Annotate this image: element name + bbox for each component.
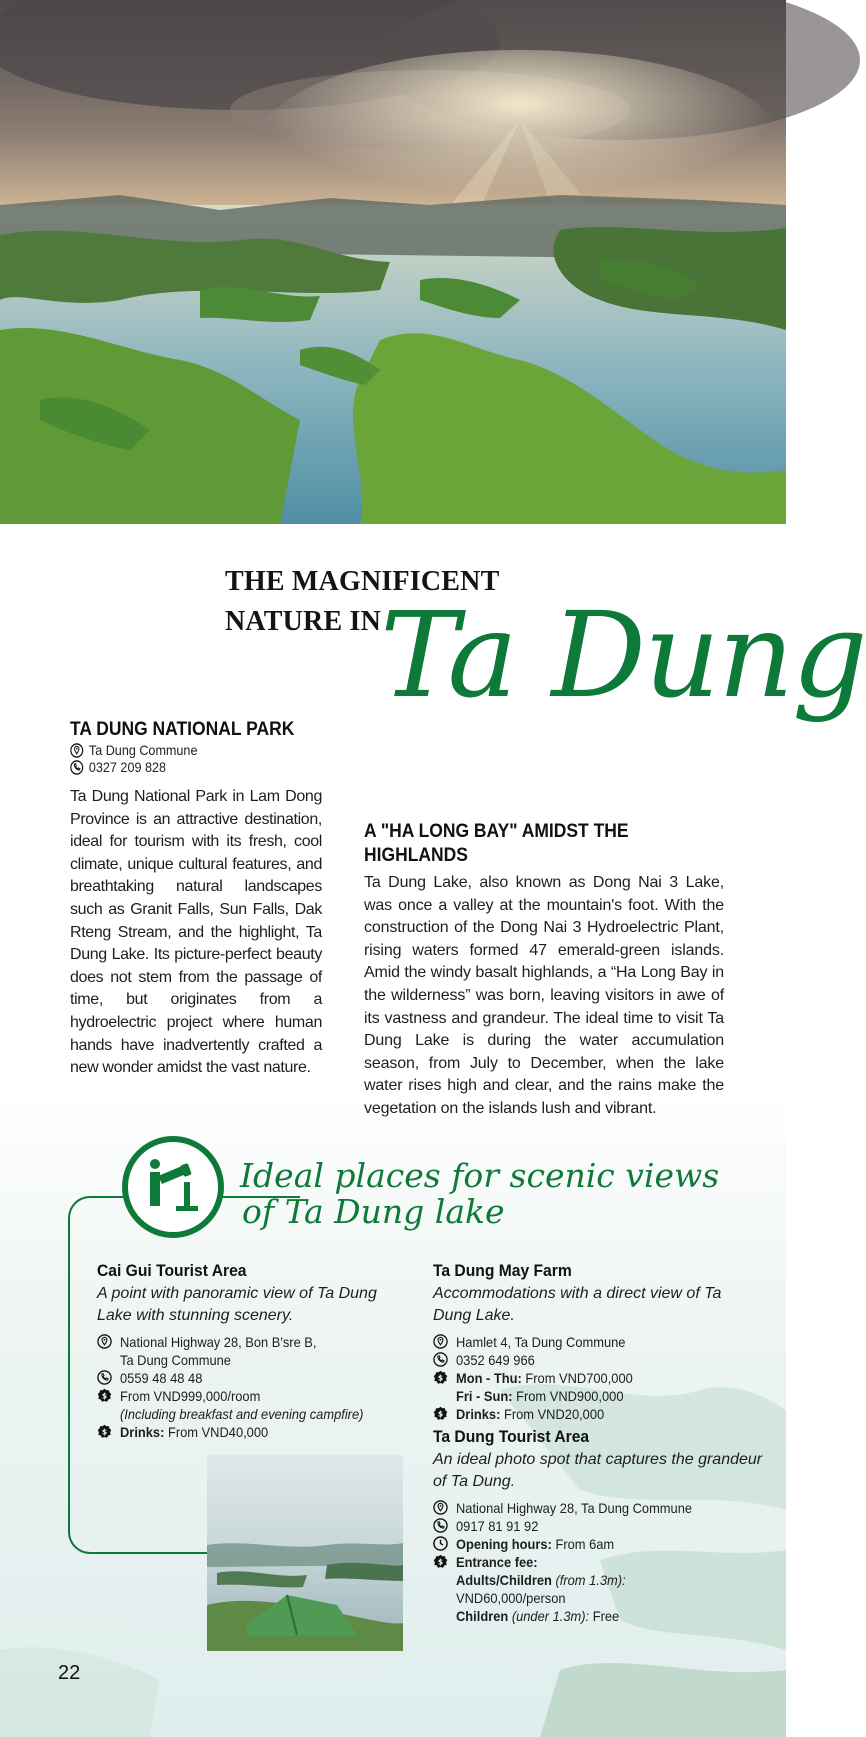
clock-icon (433, 1536, 448, 1551)
phone-icon (70, 760, 84, 775)
svg-text:$: $ (437, 1557, 444, 1567)
may-farm-drinks (433, 1405, 763, 1423)
headline-script-title: Ta Dung (380, 586, 866, 724)
cai-gui-phone-text: 0559 48 48 48 (120, 1370, 203, 1386)
viewpoint-binoculars-icon (128, 1142, 218, 1232)
may-farm-subtitle: Accommodations with a direct view of Ta Dung Lake. (433, 1285, 722, 1324)
may-farm-weekend-value: From VND900,000 (516, 1388, 624, 1404)
cai-gui-phone (97, 1369, 397, 1387)
may-farm-address-text: Hamlet 4, Ta Dung Commune (456, 1334, 626, 1350)
headline-line-1: THE MAGNIFICENT (225, 566, 500, 597)
phone-icon (433, 1352, 448, 1367)
svg-text:$: $ (101, 1427, 108, 1437)
national-park-address (70, 742, 297, 759)
national-park-phone-text: 0327 209 828 (88, 759, 166, 775)
tourist-area-fee-label: Entrance fee: (456, 1554, 538, 1570)
price-badge-icon (433, 1554, 448, 1569)
may-farm-weekend-label: Fri - Sun: (456, 1388, 513, 1404)
national-park-address-text: Ta Dung Commune (88, 742, 198, 758)
may-farm-phone (433, 1351, 763, 1369)
tourist-area-fee (433, 1553, 763, 1625)
tourist-area-subtitle: An ideal photo spot that captures the grandeur of Ta Dung. (433, 1451, 763, 1490)
tourist-area-child-price: Free (592, 1608, 620, 1624)
may-farm-weekday-value: From VND700,000 (525, 1370, 633, 1386)
tourist-area-hours-value: From 6am (555, 1536, 615, 1552)
tourist-area-adult-price: VND60,000/person (456, 1590, 566, 1606)
tourist-area-hours (433, 1535, 763, 1553)
national-park-body: Ta Dung National Park in Lam Dong Province is an attractive destination, ideal for tourism with its fresh, cool climate, unique cultural features, and breathtaking natural landscapes such as Granit Falls, Sun Falls, Dak Rteng Stream, and the highlight, Ta Dung Lake. Its picture-perfect beauty does not stem from the passage of time, but originates from a hydroelectric project where human hands have inadvertently crafted a new wonder amidst the vast nature. (70, 788, 322, 1077)
location-pin-icon (70, 743, 84, 758)
cai-gui-drinks (97, 1423, 397, 1441)
cai-gui-price-note: (Including breakfast and evening campfire) (120, 1406, 364, 1422)
ideal-places-title-line-1: Ideal places for scenic views (240, 1156, 720, 1195)
cai-gui-drinks-label: Drinks: (120, 1424, 165, 1440)
page-number: 22 (58, 1662, 81, 1684)
viewpoint-badge (122, 1136, 224, 1238)
national-park-title: TA DUNG NATIONAL PARK (70, 719, 295, 740)
cai-gui-address (97, 1333, 397, 1369)
cai-gui-drinks-value: From VND40,000 (167, 1424, 269, 1440)
cai-gui-price-text: From VND999,000/room (120, 1388, 261, 1404)
ideal-places-title-line-2: of Ta Dung lake (242, 1192, 505, 1231)
phone-icon (97, 1370, 112, 1385)
svg-text:$: $ (437, 1409, 444, 1419)
halong-section (364, 820, 724, 1121)
halong-title: A "HA LONG BAY" AMIDST THE HIGHLANDS (364, 821, 629, 866)
may-farm-drinks-label: Drinks: (456, 1406, 501, 1422)
tourist-area-hours-label: Opening hours: (456, 1536, 552, 1552)
location-pin-icon (97, 1334, 112, 1349)
tourist-area (433, 1426, 763, 1625)
ideal-places-title (240, 1158, 719, 1230)
hero-photo (0, 0, 786, 524)
may-farm-drinks-value: From VND20,000 (503, 1406, 605, 1422)
tourist-area-adult-label: Adults/Children (456, 1572, 552, 1588)
may-farm-title: Ta Dung May Farm (433, 1261, 572, 1280)
may-farm (433, 1260, 763, 1423)
national-park-section (70, 718, 322, 1080)
tourist-area-adult-note: (from 1.3m): (555, 1572, 626, 1588)
tourist-area-child-label: Children (456, 1608, 509, 1624)
svg-text:$: $ (101, 1391, 108, 1401)
cai-gui-address-line-2: Ta Dung Commune (120, 1352, 231, 1368)
cai-gui-address-line-1: National Highway 28, Bon B'sre B, (120, 1334, 317, 1350)
national-park-phone (70, 759, 297, 776)
headline-line-2: NATURE IN (225, 606, 382, 637)
tourist-area-title: Ta Dung Tourist Area (433, 1427, 590, 1446)
price-badge-icon (433, 1406, 448, 1421)
price-badge-icon (97, 1388, 112, 1403)
tourist-area-address (433, 1499, 763, 1517)
cai-gui-price (97, 1387, 397, 1423)
price-badge-icon (97, 1424, 112, 1439)
location-pin-icon (433, 1500, 448, 1515)
price-badge-icon (433, 1370, 448, 1385)
tourist-area-child-note: (under 1.3m): (511, 1608, 590, 1624)
cai-gui-subtitle: A point with panoramic view of Ta Dung Lake with stunning scenery. (97, 1285, 377, 1324)
svg-text:$: $ (437, 1373, 444, 1383)
halong-body: Ta Dung Lake, also known as Dong Nai 3 Lake, was once a valley at the mountain's foot. With the construction of the Dong Nai 3 Hydroelectric Plant, rising waters formed 47 emerald-green islands. Amid the windy basalt highlands, a “Ha Long Bay in the wilderness” was born, leaving visitors in awe of its vastness and grandeur. The ideal time to visit Ta Dung Lake is during the water accumulation season, from July to December, when the lake water rises high and clear, and the rains make the vegetation on the islands lush and vibrant. (364, 874, 724, 1117)
camping-photo (207, 1455, 403, 1651)
may-farm-address (433, 1333, 763, 1351)
tourist-area-phone-text: 0917 81 91 92 (456, 1518, 539, 1534)
cai-gui-title: Cai Gui Tourist Area (97, 1261, 247, 1280)
cai-gui-tourist-area (97, 1260, 397, 1441)
may-farm-phone-text: 0352 649 966 (456, 1352, 535, 1368)
phone-icon (433, 1518, 448, 1533)
tourist-area-phone (433, 1517, 763, 1535)
may-farm-weekday-label: Mon - Thu: (456, 1370, 522, 1386)
location-pin-icon (433, 1334, 448, 1349)
may-farm-price (433, 1369, 763, 1405)
tourist-area-address-text: National Highway 28, Ta Dung Commune (456, 1500, 693, 1516)
